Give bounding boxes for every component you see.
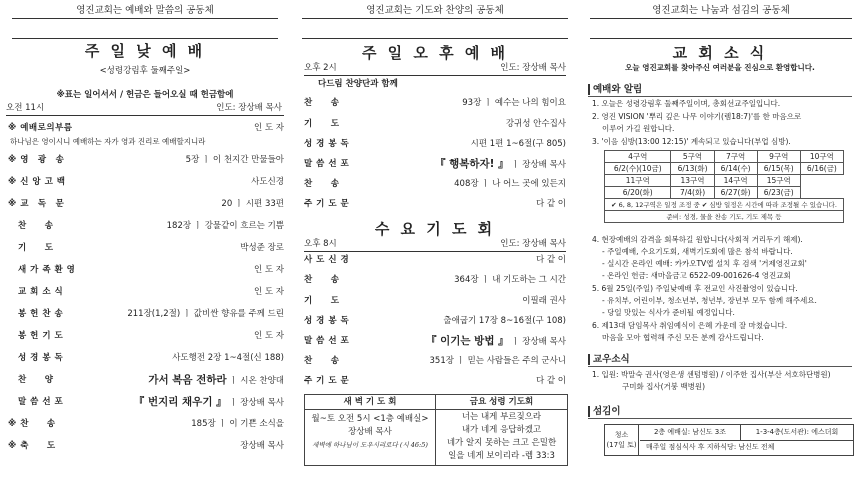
table-cell: 6/13(화) [671, 163, 714, 175]
notice-item: - 주일예배, 수요기도회, 새벽기도회에 많은 참석 바랍니다. [602, 247, 793, 256]
divider [302, 38, 568, 39]
order-item: ※ 찬 송 185장 ㅣ 이 기쁜 소식을 [8, 419, 284, 429]
church-news-column [580, 0, 860, 481]
table-cell [800, 187, 843, 199]
divider [588, 366, 852, 367]
divider [12, 38, 278, 39]
table-cell: 6/20(화) [605, 187, 671, 199]
table-row [605, 151, 844, 163]
service-title: 주 일 낮 예 배 [84, 42, 206, 60]
order-item: ※ 신 앙 고 백 사도신경 [8, 177, 284, 187]
notice-item: - 당일 맛있는 식사가 준비될 예정입니다. [602, 308, 735, 317]
notice-item: - 유치부, 어린이부, 청소년부, 청년부, 장년부 모두 함께 해주세요. [602, 296, 817, 305]
table-cell: 7구역 [714, 151, 757, 163]
column-header: 영진교회는 예배와 말씀의 공동체 [12, 4, 278, 19]
verse-line: 내가 네게 응답하겠고 [461, 425, 542, 435]
order-item: 찬 송 364장 ㅣ 내 기도하는 그 시간 [304, 275, 566, 285]
table-row [605, 211, 844, 223]
friday-prayer-panel [436, 395, 567, 465]
table-cell: 6/23(금) [757, 187, 800, 199]
table-row [605, 199, 844, 211]
sunday-morning-column [0, 0, 290, 481]
wednesday-time: 오후 8시 [304, 239, 337, 249]
member-news-item: 구미화 집사(거붕 백병원) [622, 382, 706, 391]
order-item: 봉 헌 찬 송 211장(1,2절) ㅣ 값비싼 향유를 주께 드린 [18, 309, 284, 319]
serving-box [604, 424, 854, 456]
verse-line: 네가 알지 못하는 크고 은밀한 [446, 438, 557, 448]
news-title: 교 회 소 식 [672, 44, 768, 62]
table-cell: 6/2(수)(10금) [605, 163, 671, 175]
notice-item: 6. 제13대 담임목사 취임예식이 은혜 가운데 잘 마쳤습니다. [592, 321, 788, 330]
service-leader: 인도: 장상배 목사 [500, 63, 566, 73]
section-title: 예배와 알림 [588, 84, 642, 95]
table-cell: 13구역 [671, 175, 714, 187]
order-item: 성 경 봉 독 시편 1편 1~6절(구 805) [304, 139, 566, 149]
order-item: 찬 양 가서 복음 전하라 ㅣ 시온 찬양대 [18, 374, 284, 386]
order-item: 기 도 이필래 권사 [304, 296, 566, 306]
service-subtitle: <성령강림후 둘째주일> [99, 66, 191, 76]
wednesday-title: 수 요 기 도 회 [374, 220, 496, 238]
dawn-prayer-panel [305, 395, 436, 465]
verse-line: 일을 네게 보이리라 -렘 33:3 [448, 451, 555, 461]
serving-label-line: (17일 토) [606, 441, 637, 449]
order-item: 새 가 족 환 영 인 도 자 [18, 265, 284, 275]
order-item: 성 경 봉 독 사도행전 2장 1~4절(신 188) [18, 353, 284, 363]
notice-item: 3. '이음 심방(13:00 12:15)' 계속되고 있습니다(부업 심방). [592, 137, 791, 146]
order-item: 사 도 신 경 다 같 이 [304, 255, 566, 265]
order-item: 성 경 봉 독 출애굽기 17장 8~16절(구 108) [304, 316, 566, 326]
order-item: ※ 축 도 장상배 목사 [8, 441, 284, 451]
wednesday-leader: 인도: 장상배 목사 [500, 239, 566, 249]
divider [304, 251, 566, 252]
welcome-text: 오늘 영진교회를 찾아주신 여러분을 진심으로 환영합니다. [625, 63, 815, 72]
call-description: 하나님은 영이시니 예배하는 자가 영과 진리로 예배할지니라 [10, 137, 206, 146]
dawn-prayer-verse: 새벽에 하나님이 도우시리로다 (시 46:5) [312, 441, 428, 449]
notice-item: 2. 영진 VISION '뿌리 깊은 나무 이야기(렘18:7)'를 한 마음으로 [592, 112, 802, 121]
table-row [605, 163, 844, 175]
order-item: 말 씀 선 포 『 번지리 채우기 』 ㅣ 장상배 목사 [18, 396, 284, 408]
divider [588, 418, 852, 419]
table-cell: 4구역 [605, 151, 671, 163]
serving-label-line: 청소 [614, 431, 629, 439]
table-cell: 6/14(수) [714, 163, 757, 175]
order-item: 주 기 도 문 다 같 이 [304, 199, 566, 209]
table-cell: 6/15(목) [757, 163, 800, 175]
notice-item: 마음을 모아 협력해 주신 모든 분께 감사드립니다. [602, 333, 764, 342]
notice-item: - 온라인 헌금: 새마을금고 6522-09-001626-4 영진교회 [602, 271, 791, 280]
service-title: 주 일 오 후 예 배 [361, 44, 509, 62]
table-cell: 6/16(금) [800, 163, 843, 175]
table-cell: 15구역 [757, 175, 800, 187]
divider [6, 115, 284, 116]
table-cell: 14구역 [714, 175, 757, 187]
order-item: 찬 송 93장 ㅣ 예수는 나의 힘이요 [304, 98, 566, 108]
notice-item: - 실시간 온라인 예배: 카카오TV앱 설치 후 검색 '거제영진교회' [602, 259, 807, 268]
order-item: ※ 영 광 송 5장 ㅣ 이 천지간 만물들아 [8, 155, 284, 165]
notice: ※표는 일어서서 / 헌금은 들어오실 때 헌금함에 [56, 90, 234, 100]
order-item: ※ 교 독 문 20 ㅣ 시편 33편 [8, 199, 284, 209]
table-row [605, 187, 844, 199]
table-cell: 6/27(화) [714, 187, 757, 199]
table-note: ✔ 6, 8, 12구역은 일정 조정 중 ✔ 심방 일정은 시간에 따라 조정될 수 있습니다. [605, 199, 844, 211]
serving-row [640, 425, 853, 441]
service-time: 오전 11시 [6, 103, 45, 113]
column-header: 영진교회는 나눔과 섬김의 공동체 [590, 4, 852, 19]
divider [590, 38, 852, 39]
table-note: 준비: 성경, 물을 찬송 기도, 기도 제목 등 [605, 211, 844, 223]
order-item: 찬 송 408장 ㅣ 나 어느 곳에 있든지 [304, 179, 566, 189]
praise-group: 다드림 찬양단과 함께 [318, 79, 398, 89]
order-item: 기 도 박성준 장로 [18, 243, 284, 253]
divider [304, 75, 566, 76]
dawn-prayer-title: 새 벽 기 도 회 [305, 395, 435, 410]
serving-cell: 2층 예배실: 남신도 3조 [640, 425, 741, 440]
column-header: 영진교회는 기도와 찬양의 공동체 [302, 4, 568, 19]
order-item: ※ 예배로의부름 인 도 자 [8, 123, 284, 133]
order-item: 주 기 도 문 다 같 이 [304, 376, 566, 386]
member-news-item: 1. 입원: 박말숙 권사(영은생 센텀병원) / 이주한 집사(부산 서호하단병원) [592, 370, 831, 379]
friday-prayer-title: 금요 성령 기도회 [436, 395, 567, 410]
serving-row: 매주일 점심식사 후 지하식당: 남신도 전체 [646, 443, 775, 451]
divider [588, 96, 852, 97]
service-time: 오후 2시 [304, 63, 337, 73]
serving-label [605, 425, 639, 455]
sunday-afternoon-column [290, 0, 580, 481]
order-item: 말 씀 선 포 『 행복하자! 』 ㅣ 장상배 목사 [304, 158, 566, 170]
order-item: 찬 송 351장 ㅣ 믿는 사람들은 주의 군사니 [304, 356, 566, 366]
table-cell: 7/4(화) [671, 187, 714, 199]
order-item: 봉 헌 기 도 인 도 자 [18, 331, 284, 341]
section-title: 섬김이 [588, 406, 621, 417]
order-item: 말 씀 선 포 『 이기는 방법 』 ㅣ 장상배 목사 [304, 335, 566, 347]
table-cell: 9구역 [757, 151, 800, 163]
service-leader: 인도: 장상배 목사 [216, 103, 282, 113]
section-title: 교우소식 [588, 354, 630, 365]
table-cell: 5구역 [671, 151, 714, 163]
dawn-prayer-leader: 장상배 목사 [348, 427, 392, 437]
table-cell: 10구역 [800, 151, 843, 163]
dawn-prayer-time: 월~토 오전 5시 <1층 예배실> [311, 414, 429, 424]
notice-item: 5. 6월 25일(주일) 주일낮예배 후 전교인 사진촬영이 있습니다. [592, 284, 798, 293]
serving-cell: 1-3-4층(도서관): 에스더회 [755, 428, 839, 436]
table-cell [800, 175, 843, 187]
order-item: 교 회 소 식 인 도 자 [18, 287, 284, 297]
visit-schedule-table [604, 150, 844, 223]
order-item: 찬 송 182장 ㅣ 강물같이 흐르는 기쁨 [18, 221, 284, 231]
notice-item: 4. 현장예배의 감격을 회복하길 원합니다(사회적 거리두기 해제). [592, 235, 803, 244]
info-box [304, 394, 568, 466]
order-item: 기 도 강귀성 안수집사 [304, 119, 566, 129]
notice-item: 1. 오늘은 성령강림후 둘째주일이며, 총회선교주일입니다. [592, 99, 781, 108]
notice-item: 이루어 가길 원합니다. [602, 124, 675, 133]
table-row [605, 175, 844, 187]
table-cell: 11구역 [605, 175, 671, 187]
verse-line: 너는 내게 부르짖으라 [461, 412, 542, 422]
